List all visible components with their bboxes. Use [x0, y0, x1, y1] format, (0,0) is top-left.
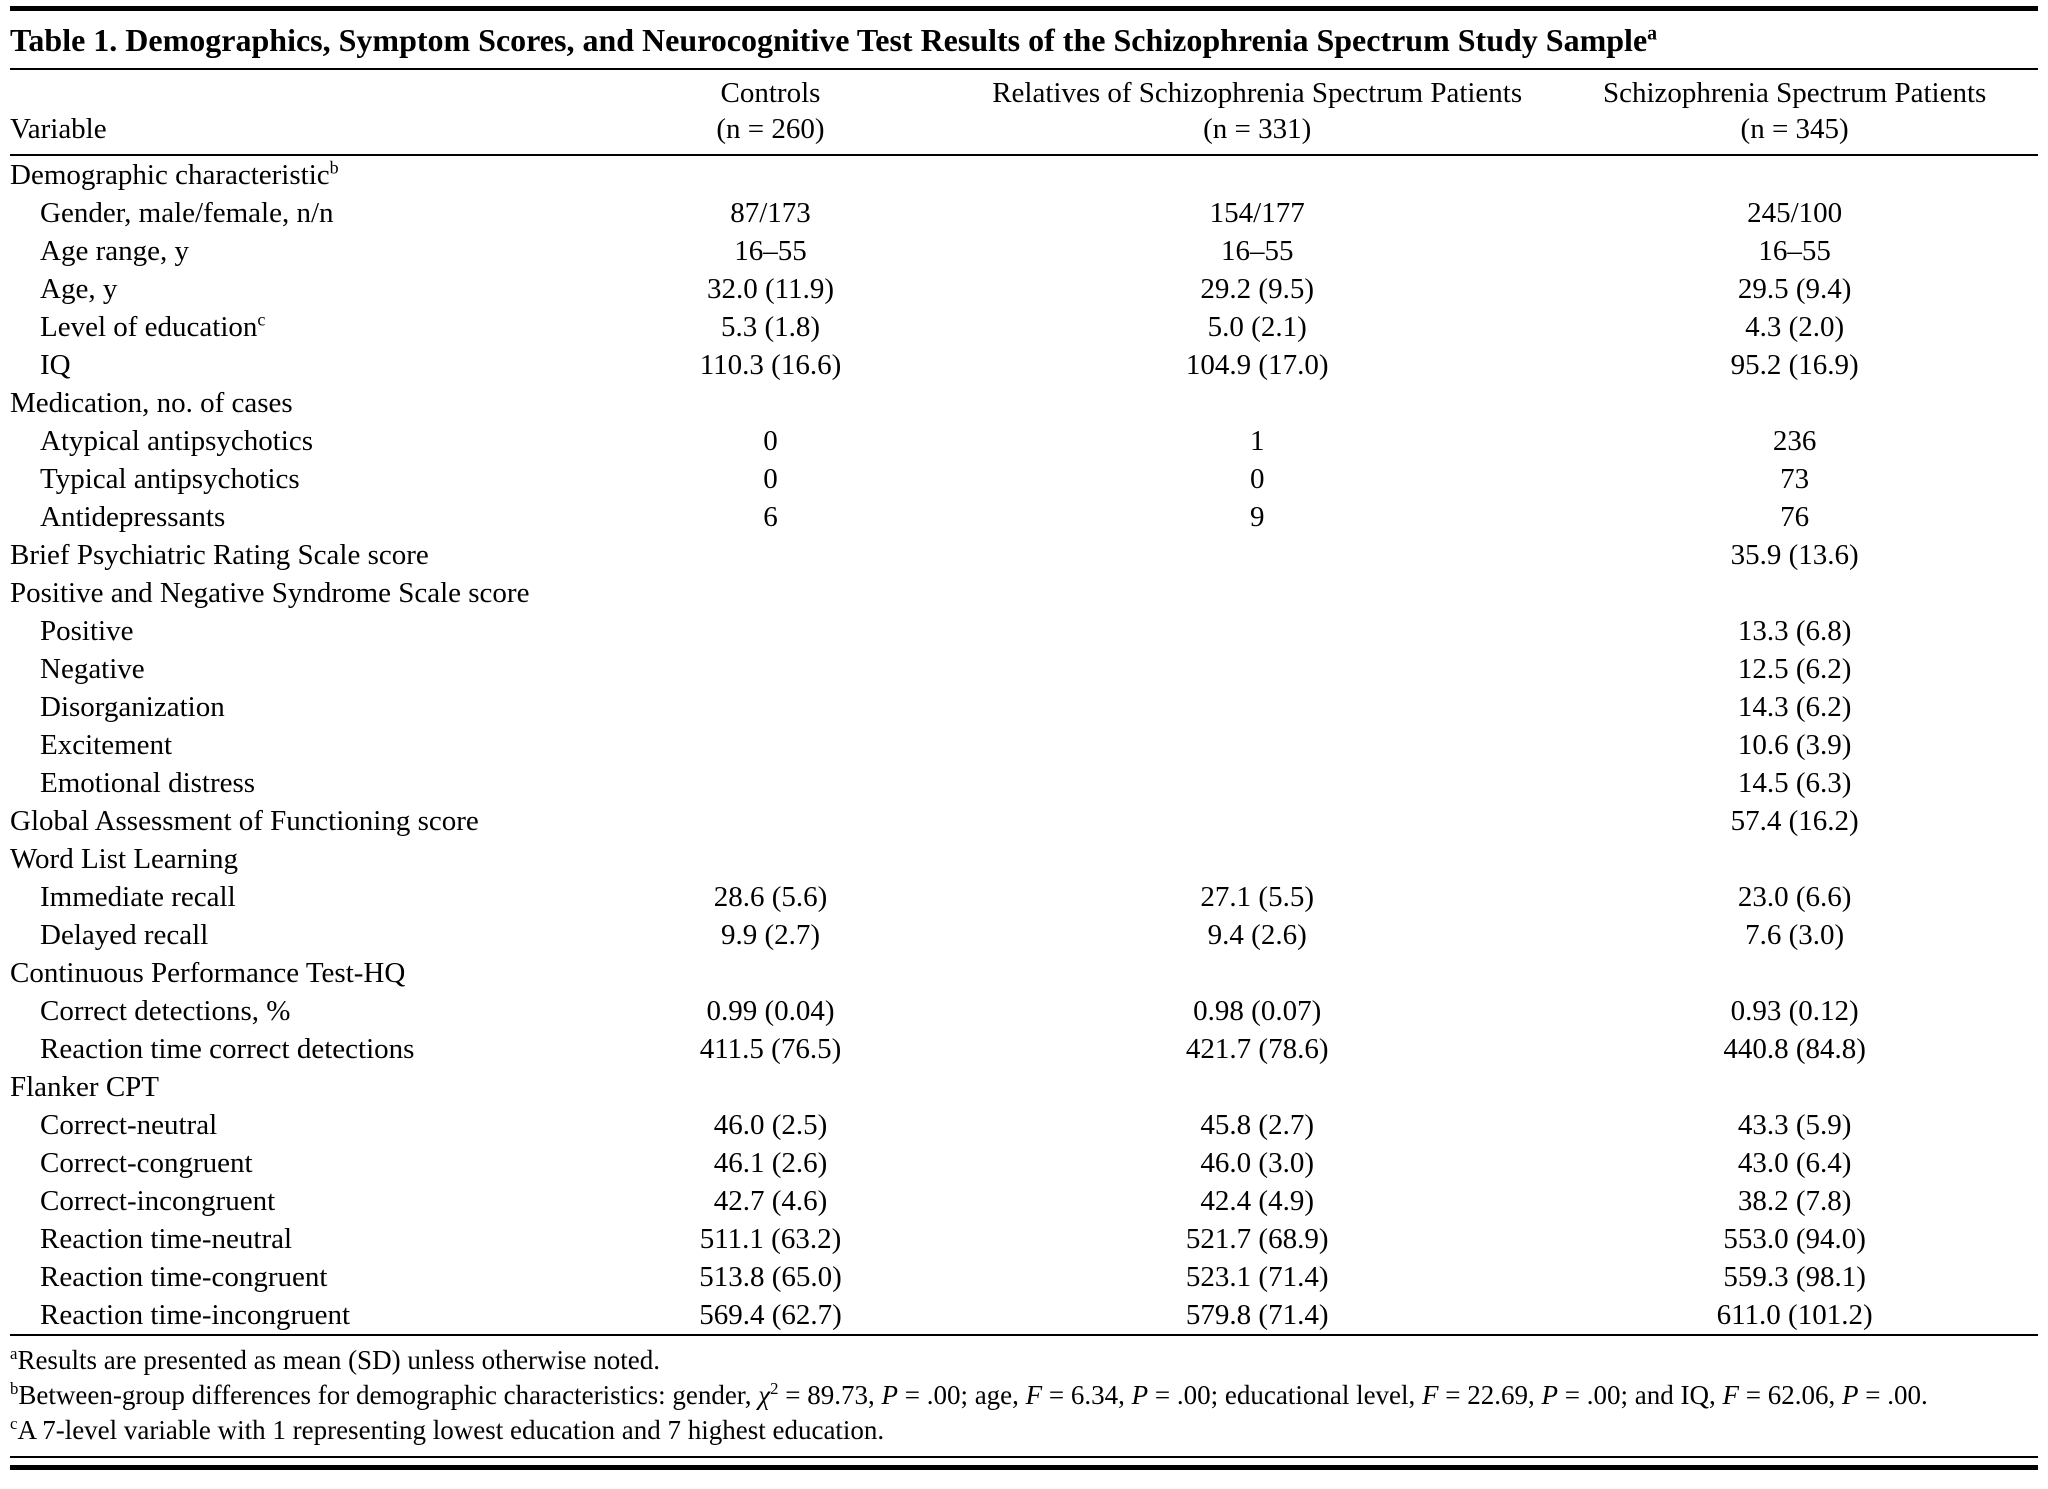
cell-value: [578, 954, 963, 992]
cell-value: [578, 155, 963, 194]
row-label: [10, 460, 578, 498]
cell-value: 57.4 (16.2): [1730, 805, 1859, 837]
cell-value: 4.3 (2.0): [1745, 311, 1845, 343]
cell-value: [578, 726, 963, 764]
row-label-text: Correct-congruent: [40, 1147, 253, 1179]
cell-value: [578, 802, 963, 840]
row-label: [10, 194, 578, 232]
row-label-text: Gender, male/female, n/n: [40, 197, 334, 229]
table-row: [10, 764, 2038, 802]
cell-value: 14.3 (6.2): [1737, 691, 1852, 723]
cell-value: 43.3 (5.9): [1737, 1109, 1852, 1141]
cell-value: 513.8 (65.0): [699, 1261, 842, 1293]
row-label-text: Negative: [40, 653, 145, 685]
table-row: [10, 954, 2038, 992]
table-row: [10, 1068, 2038, 1106]
cell-value: [578, 650, 963, 688]
table-row: [10, 916, 2038, 954]
row-label-text: Correct detections, %: [40, 995, 291, 1027]
footnote-text: = .00; age,: [897, 1380, 1026, 1410]
table-row: [10, 536, 2038, 574]
cell-value: 0.99 (0.04): [706, 995, 835, 1027]
row-label: [10, 155, 578, 194]
row-label-text: Immediate recall: [40, 881, 236, 913]
footnote-marker: a: [10, 1344, 18, 1363]
cell-value: 16–55: [734, 235, 807, 267]
cell-value: [578, 688, 963, 726]
table-row: [10, 992, 2038, 1030]
row-label-text: Emotional distress: [40, 767, 256, 799]
column-header-controls: [578, 70, 963, 155]
row-label: [10, 688, 578, 726]
cell-value: 16–55: [1220, 235, 1294, 267]
row-label-text: Age range, y: [40, 235, 189, 267]
cell-value: 28.6 (5.6): [713, 881, 828, 913]
cell-value: 42.7 (4.6): [713, 1185, 828, 1217]
cell-value: 76: [1780, 501, 1810, 533]
row-label-text: Reaction time-congruent: [40, 1261, 328, 1293]
cell-value: 43.0 (6.4): [1737, 1147, 1852, 1179]
row-label: [10, 954, 578, 992]
cell-value: 14.5 (6.3): [1737, 767, 1852, 799]
footnote-text: F: [1422, 1380, 1439, 1410]
footnote-text: = 6.34,: [1042, 1380, 1132, 1410]
cell-value: [963, 574, 1551, 612]
footnote-marker: b: [10, 1379, 19, 1398]
cell-value: 521.7 (68.9): [1185, 1223, 1329, 1255]
column-header-variable: [10, 70, 578, 155]
group-n: (n = 345): [1740, 113, 1849, 145]
table-row: [10, 1106, 2038, 1144]
row-label-text: Age, y: [40, 273, 118, 305]
cell-value: [578, 1068, 963, 1106]
footnote: [10, 1378, 2038, 1413]
cell-value: 611.0 (101.2): [1716, 1299, 1873, 1331]
row-label: [10, 1296, 578, 1335]
bottom-rule-thick: [10, 1465, 2038, 1470]
cell-value: 6: [763, 501, 778, 533]
cell-value: 110.3 (16.6): [699, 349, 842, 381]
cell-value: [963, 688, 1551, 726]
cell-value: [1551, 155, 2038, 194]
footnote-text: = 62.06,: [1738, 1380, 1842, 1410]
group-name: Schizophrenia Spectrum Patients: [1602, 77, 1987, 109]
row-footnote-marker: c: [257, 309, 266, 330]
group-name: Controls: [720, 77, 821, 109]
row-label-text: Correct-incongruent: [40, 1185, 276, 1217]
table-row: [10, 574, 2038, 612]
cell-value: 0: [763, 425, 778, 457]
cell-value: [963, 764, 1551, 802]
row-label: [10, 232, 578, 270]
table-row: [10, 460, 2038, 498]
table-row: [10, 270, 2038, 308]
row-label: [10, 650, 578, 688]
variable-header-label: Variable: [10, 113, 107, 145]
column-header-patients: [1551, 70, 2038, 155]
group-n: (n = 260): [716, 113, 825, 145]
cell-value: 29.5 (9.4): [1737, 273, 1852, 305]
cell-value: [578, 574, 963, 612]
footnote-marker: c: [10, 1414, 18, 1433]
table-row: [10, 155, 2038, 194]
row-label-text: Excitement: [40, 729, 173, 761]
cell-value: [1551, 1068, 2038, 1106]
table-row: [10, 1182, 2038, 1220]
cell-value: 440.8 (84.8): [1723, 1033, 1866, 1065]
column-header-relatives: [963, 70, 1551, 155]
table-row: [10, 726, 2038, 764]
table-row: [10, 232, 2038, 270]
table-row: [10, 1296, 2038, 1335]
cell-value: [963, 954, 1551, 992]
cell-value: 73: [1780, 463, 1810, 495]
footnote-text: P: [1541, 1380, 1559, 1410]
row-label-text: Typical antipsychotics: [40, 463, 300, 495]
table-row: [10, 1220, 2038, 1258]
row-label: [10, 1258, 578, 1296]
table-row: [10, 1258, 2038, 1296]
row-label-text: Continuous Performance Test-HQ: [10, 957, 406, 989]
row-label: [10, 498, 578, 536]
table-row: [10, 802, 2038, 840]
row-label-text: Delayed recall: [40, 919, 209, 951]
row-label-text: Flanker CPT: [10, 1071, 160, 1103]
table-title-text: Table 1. Demographics, Symptom Scores, and Neurocognitive Test Results of the Schizophrenia Spectrum Study Sample: [10, 22, 1648, 58]
row-label: [10, 1106, 578, 1144]
row-label: [10, 1068, 578, 1106]
row-label: [10, 878, 578, 916]
footnote-text: A 7-level variable with 1 representing lowest education and 7 highest education.: [17, 1415, 885, 1445]
cell-value: 154/177: [1209, 197, 1305, 229]
cell-value: 12.5 (6.2): [1737, 653, 1852, 685]
cell-value: [578, 612, 963, 650]
group-name: Relatives of Schizophrenia Spectrum Patients: [992, 77, 1523, 109]
row-label: [10, 1144, 578, 1182]
cell-value: 411.5 (76.5): [699, 1033, 842, 1065]
cell-value: 7.6 (3.0): [1745, 919, 1845, 951]
cell-value: [1551, 384, 2038, 422]
row-label-text: Global Assessment of Functioning score: [10, 805, 479, 837]
footnote-text: = .00; and IQ,: [1558, 1380, 1723, 1410]
table-row: [10, 840, 2038, 878]
footnote-text: F: [1722, 1380, 1739, 1410]
cell-value: [963, 1068, 1551, 1106]
group-n: (n = 331): [1203, 113, 1312, 145]
footnote-text: P: [1841, 1380, 1859, 1410]
row-label-text: Demographic characteristic: [10, 159, 330, 191]
table-row: [10, 650, 2038, 688]
row-label: [10, 574, 578, 612]
cell-value: 511.1 (63.2): [699, 1223, 842, 1255]
row-label-text: Word List Learning: [10, 843, 238, 875]
table-row: [10, 422, 2038, 460]
cell-value: 559.3 (98.1): [1723, 1261, 1866, 1293]
cell-value: 579.8 (71.4): [1185, 1299, 1329, 1331]
footnote-text: Between-group differences for demographic characteristics: gender,: [18, 1380, 759, 1410]
row-label-text: Atypical antipsychotics: [40, 425, 314, 457]
table-row: [10, 384, 2038, 422]
cell-value: [1551, 840, 2038, 878]
row-label: [10, 384, 578, 422]
row-label: [10, 992, 578, 1030]
row-label-text: Positive: [40, 615, 134, 647]
row-label: [10, 1220, 578, 1258]
footnote-text: = .00; educational level,: [1148, 1380, 1423, 1410]
footnote: [10, 1343, 2038, 1378]
cell-value: 0.93 (0.12): [1730, 995, 1859, 1027]
cell-value: [1551, 954, 2038, 992]
table-row: [10, 498, 2038, 536]
row-label: [10, 726, 578, 764]
cell-value: [578, 840, 963, 878]
header-row: [10, 70, 2038, 155]
cell-value: 553.0 (94.0): [1723, 1223, 1866, 1255]
results-table: [10, 70, 2038, 1336]
cell-value: 0: [1249, 463, 1265, 495]
table-header: [10, 70, 2038, 155]
row-label-text: IQ: [40, 349, 71, 381]
footnote-text: P: [881, 1380, 898, 1410]
row-label: [10, 346, 578, 384]
cell-value: 10.6 (3.9): [1737, 729, 1852, 761]
cell-value: 38.2 (7.8): [1737, 1185, 1852, 1217]
footnote: [10, 1413, 2038, 1448]
row-label: [10, 308, 578, 346]
cell-value: 569.4 (62.7): [699, 1299, 842, 1331]
cell-value: 95.2 (16.9): [1730, 349, 1859, 381]
footnote-text: P: [1131, 1380, 1149, 1410]
cell-value: 16–55: [1758, 235, 1831, 267]
cell-value: 9.9 (2.7): [720, 919, 821, 951]
footnotes: [10, 1336, 2038, 1452]
row-label: [10, 536, 578, 574]
cell-value: 46.0 (2.5): [713, 1109, 828, 1141]
footnote-text: = .00.: [1858, 1380, 1928, 1410]
cell-value: 9: [1249, 501, 1265, 533]
cell-value: [578, 764, 963, 802]
cell-value: 104.9 (17.0): [1185, 349, 1329, 381]
row-footnote-marker: b: [329, 157, 339, 178]
cell-value: 23.0 (6.6): [1737, 881, 1852, 913]
row-label-text: Correct-neutral: [40, 1109, 218, 1141]
cell-value: [963, 612, 1551, 650]
cell-value: 42.4 (4.9): [1200, 1185, 1314, 1217]
row-label: [10, 916, 578, 954]
row-label-text: Brief Psychiatric Rating Scale score: [10, 539, 429, 571]
cell-value: 46.0 (3.0): [1200, 1147, 1314, 1179]
cell-value: 46.1 (2.6): [713, 1147, 828, 1179]
table-title: [10, 6, 2038, 70]
cell-value: 27.1 (5.5): [1200, 881, 1314, 913]
cell-value: 35.9 (13.6): [1730, 539, 1859, 571]
cell-value: [1551, 574, 2038, 612]
cell-value: [963, 536, 1551, 574]
cell-value: 0: [763, 463, 778, 495]
table-row: [10, 308, 2038, 346]
cell-value: 9.4 (2.6): [1207, 919, 1307, 951]
bottom-rule-thin: [10, 1456, 2038, 1458]
row-label-text: Medication, no. of cases: [10, 387, 293, 419]
cell-value: [963, 155, 1551, 194]
row-label-text: Antidepressants: [40, 501, 226, 533]
cell-value: 421.7 (78.6): [1185, 1033, 1329, 1065]
cell-value: 0.98 (0.07): [1193, 995, 1322, 1027]
cell-value: [963, 802, 1551, 840]
table-row: [10, 346, 2038, 384]
cell-value: [963, 726, 1551, 764]
footnote-text: = 22.69,: [1438, 1380, 1542, 1410]
row-label: [10, 1030, 578, 1068]
table-title-footnote-marker: a: [1647, 22, 1658, 45]
cell-value: [578, 536, 963, 574]
cell-value: [578, 384, 963, 422]
table-row: [10, 878, 2038, 916]
row-label-text: Reaction time-neutral: [40, 1223, 293, 1255]
row-label-text: Level of education: [40, 311, 258, 343]
footnote-text: χ: [758, 1380, 771, 1410]
table-row: [10, 612, 2038, 650]
cell-value: 29.2 (9.5): [1200, 273, 1314, 305]
row-label-text: Positive and Negative Syndrome Scale score: [10, 577, 530, 609]
cell-value: 13.3 (6.8): [1737, 615, 1852, 647]
table-row: [10, 1144, 2038, 1182]
cell-value: [963, 384, 1551, 422]
footnote-text: F: [1025, 1380, 1043, 1410]
cell-value: 45.8 (2.7): [1200, 1109, 1314, 1141]
footnote-text: Results are presented as mean (SD) unless otherwise noted.: [17, 1345, 661, 1375]
row-label: [10, 612, 578, 650]
cell-value: 1: [1249, 425, 1265, 457]
cell-value: 236: [1772, 425, 1817, 457]
table-body: [10, 155, 2038, 1335]
cell-value: 5.3 (1.8): [720, 311, 821, 343]
row-label: [10, 764, 578, 802]
cell-value: 523.1 (71.4): [1185, 1261, 1329, 1293]
row-label: [10, 270, 578, 308]
cell-value: 245/100: [1747, 197, 1843, 229]
row-label-text: Disorganization: [40, 691, 225, 723]
row-label: [10, 1182, 578, 1220]
cell-value: [963, 840, 1551, 878]
table-row: [10, 194, 2038, 232]
row-label: [10, 802, 578, 840]
cell-value: 32.0 (11.9): [706, 273, 834, 305]
cell-value: 5.0 (2.1): [1207, 311, 1307, 343]
footnote-text: = 89.73,: [778, 1380, 882, 1410]
cell-value: 87/173: [730, 197, 811, 229]
row-label-text: Reaction time-incongruent: [40, 1299, 351, 1331]
table-row: [10, 688, 2038, 726]
row-label-text: Reaction time correct detections: [40, 1033, 415, 1065]
footnote-text: 2: [770, 1379, 779, 1398]
cell-value: [963, 650, 1551, 688]
row-label: [10, 840, 578, 878]
row-label: [10, 422, 578, 460]
table-row: [10, 1030, 2038, 1068]
